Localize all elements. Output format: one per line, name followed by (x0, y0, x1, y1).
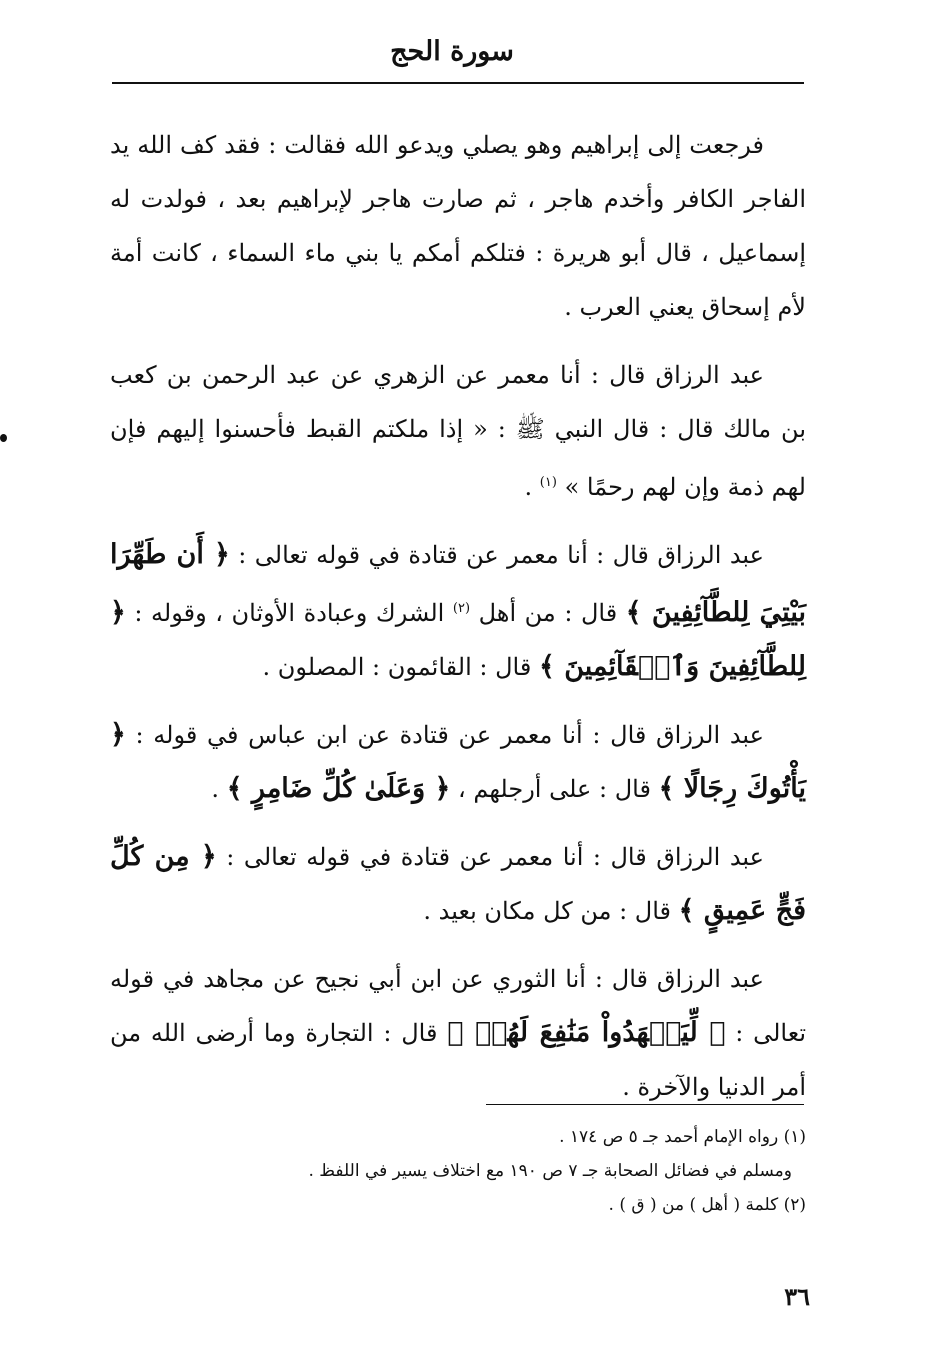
paragraph-3-end: قال : القائمون : المصلون . (262, 653, 532, 681)
footnote-ref-1: (١) (539, 475, 557, 490)
quran-verse-3: ﴿ يَأْتُوكَ رِجَالًا ﴾ (110, 719, 806, 804)
footnote-1-continuation: ومسلم في فضائل الصحابة جـ ٧ ص ١٩٠ مع اختلاف يسير في اللفظ . (308, 1161, 792, 1181)
paragraph-6 (110, 952, 806, 1114)
body-text (110, 118, 806, 1128)
paragraph-3 (110, 528, 806, 694)
quran-verse-6: ﴿ لِّيَشۡهَدُواْ مَنَٰفِعَ لَهُمۡ ﴾ (447, 1017, 726, 1048)
quran-verse-4: ﴿ وَعَلَىٰ كُلِّ ضَامِرٍ ﴾ (226, 773, 451, 804)
footnotes (110, 1120, 806, 1222)
paragraph-5-end: قال : من كل مكان بعيد . (423, 897, 672, 925)
paragraph-3-intro: عبد الرزاق قال : أنا معمر عن قتادة في قوله تعالى : (238, 541, 764, 569)
quran-verse-2: ﴿ لِلطَّآئِفِينَ وَٱلۡقَآئِمِينَ ﴾ (110, 597, 806, 682)
margin-ink-mark (0, 434, 7, 442)
paragraph-4-intro: عبد الرزاق قال : أنا معمر عن قتادة عن ابن عباس في قوله : (135, 721, 764, 749)
footnote-1: (١) رواه الإمام أحمد جـ ٥ ص ١٧٤ . (559, 1127, 806, 1147)
paragraph-6-intro: عبد الرزاق قال : أنا الثوري عن ابن أبي نجيح عن مجاهد في قوله تعالى : (110, 965, 806, 1047)
footnote-ref-2: (٢) (452, 601, 471, 616)
quran-verse-1: ﴿ أَن طَهِّرَا بَيْتِيَ لِلطَّآئِفِينَ ﴾ (110, 539, 806, 628)
paragraph-1: فرجعت إلى إبراهيم وهو يصلي ويدعو الله فقالت : فقد كف الله يد الفاجر الكافر وأخدم هاجر ، ثم صارت هاجر لإبراهيم بعد ، فولدت له إسماعيل ، قال أبو هريرة : فتلكم أمكم يا بني ماء السماء ، كانت أمة لأم إسحاق يعني العرب . (110, 131, 806, 321)
paragraph-2 (110, 348, 806, 514)
paragraph-4-end: . (211, 775, 220, 803)
paragraph-3-mid: قال : من أهل (478, 599, 618, 627)
paragraph-5 (110, 830, 806, 938)
quran-verse-5: ﴿ مِن كُلِّ فَجٍّ عَمِيقٍ ﴾ (110, 841, 806, 926)
paragraph-5-intro: عبد الرزاق قال : أنا معمر عن قتادة في قوله تعالى : (226, 843, 764, 871)
paragraph-4-mid: قال : على أرجلهم ، (458, 775, 651, 803)
paragraph-4 (110, 708, 806, 816)
footnote-2: (٢) كلمة ( أهل ) من ( ق ) . (608, 1195, 806, 1215)
footnote-divider (486, 1104, 804, 1105)
paragraph-6-end: قال : التجارة وما أرضى الله من أمر الدنيا والآخرة . (110, 1019, 806, 1101)
paragraph-2-end: . (524, 473, 533, 501)
paragraph-2-text: عبد الرزاق قال : أنا معمر عن الزهري عن عبد الرحمن بن كعب بن مالك قال : قال النبي ﷺ : « إذا ملكتم القبط فأحسنوا إليهم فإن لهم ذمة وإن لهم رحمًا » (110, 361, 806, 501)
header-divider (112, 82, 804, 84)
page-title: سورة الحج (390, 36, 514, 67)
paragraph-3-mid2: الشرك وعبادة الأوثان ، وقوله : (134, 599, 445, 627)
page-number: ٣٦ (784, 1282, 810, 1311)
